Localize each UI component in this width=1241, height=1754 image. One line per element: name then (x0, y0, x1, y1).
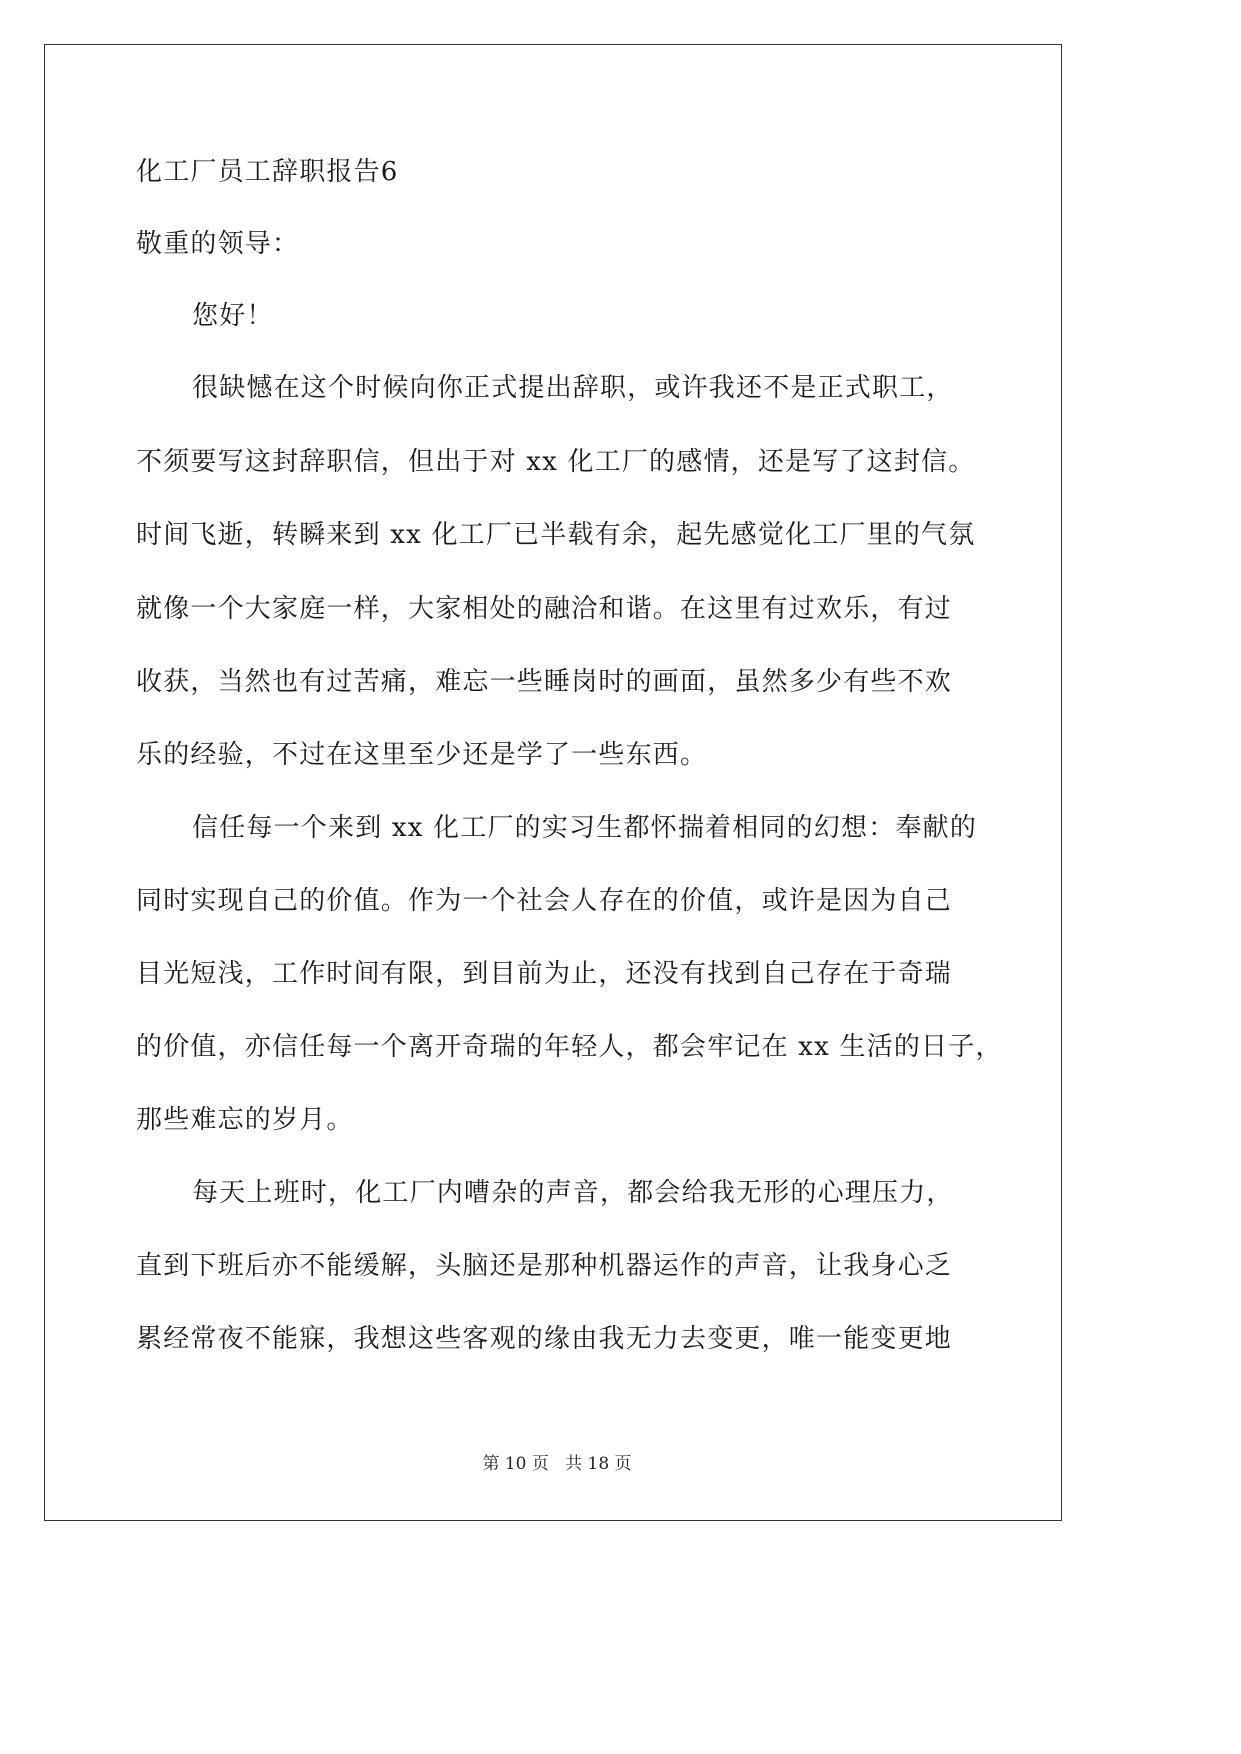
salutation: 敬重的领导： (136, 229, 300, 259)
body-line: 直到下班后亦不能缓解，头脑还是那种机器运作的声音，让我身心乏 (136, 1251, 953, 1281)
greeting: 您好！ (192, 301, 274, 331)
body-line: 那些难忘的岁月。 (136, 1105, 354, 1135)
page-number-footer: 第 10 页 共 18 页 (482, 1454, 632, 1474)
body-line: 乐的经验，不过在这里至少还是学了一些东西。 (136, 740, 708, 770)
body-line: 很缺憾在这个时候向你正式提出辞职，或许我还不是正式职工， (192, 373, 954, 403)
body-line: 目光短浅，工作时间有限，到目前为止，还没有找到自己存在于奇瑞 (136, 959, 953, 989)
page-border (44, 44, 1062, 1521)
document-title: 化工厂员工辞职报告6 (136, 157, 399, 187)
body-line: 时间飞逝，转瞬来到 xx 化工厂已半载有余，起先感觉化工厂里的气氛 (136, 520, 976, 550)
body-line: 累经常夜不能寐，我想这些客观的缘由我无力去变更，唯一能变更地 (136, 1324, 953, 1354)
body-line: 同时实现自己的价值。作为一个社会人存在的价值，或许是因为自己 (136, 886, 953, 916)
body-line: 信任每一个来到 xx 化工厂的实习生都怀揣着相同的幻想：奉献的 (192, 813, 978, 843)
body-line: 就像一个大家庭一样，大家相处的融洽和谐。在这里有过欢乐，有过 (136, 594, 953, 624)
body-line: 不须要写这封辞职信，但出于对 xx 化工厂的感情，还是写了这封信。 (136, 447, 976, 477)
body-line: 的价值，亦信任每一个离开奇瑞的年轻人，都会牢记在 xx 生活的日子， (136, 1032, 1003, 1062)
body-line: 收获，当然也有过苦痛，难忘一些睡岗时的画面，虽然多少有些不欢 (136, 667, 953, 697)
body-line: 每天上班时，化工厂内嘈杂的声音，都会给我无形的心理压力， (192, 1178, 954, 1208)
